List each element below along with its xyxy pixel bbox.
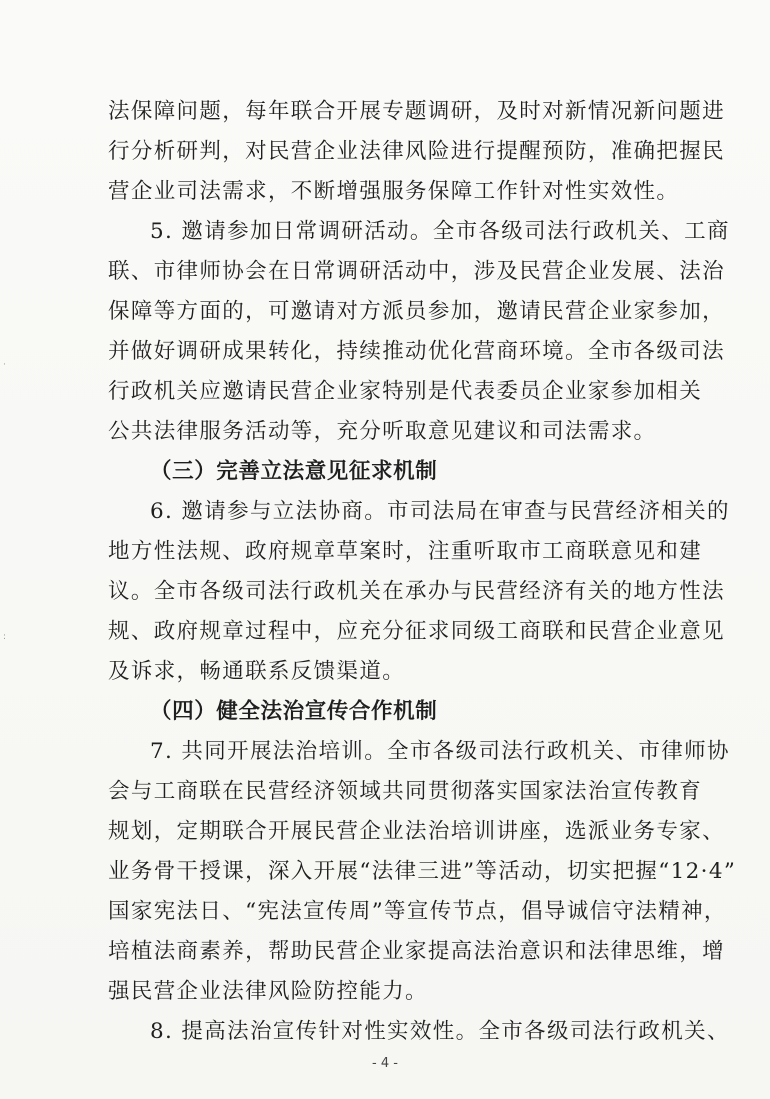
paragraph-start-line: 7. 共同开展法治培训。全市各级司法行政机关、市律师协 [150, 739, 730, 764]
scan-margin-mark: : [3, 632, 7, 642]
body-line: 公共法律服务活动等，充分听取意见建议和司法需求。 [108, 419, 657, 444]
scan-margin-mark: · [3, 360, 6, 370]
body-line: 强民营企业法律风险防控能力。 [108, 979, 428, 1004]
body-line: 地方性法规、政府规章草案时，注重听取市工商联意见和建 [108, 539, 703, 564]
body-line: 法保障问题，每年联合开展专题调研，及时对新情况新问题进 [108, 99, 725, 124]
body-line: 议。全市各级司法行政机关在承办与民营经济有关的地方性法 [108, 579, 725, 604]
body-line: 国家宪法日、“宪法宣传周”等宣传节点，倡导诚信守法精神， [108, 899, 727, 924]
body-line: 规、政府规章过程中，应充分征求同级工商联和民营企业意见 [108, 619, 725, 644]
body-line: 及诉求，畅通联系反馈渠道。 [108, 659, 406, 684]
page-number: - 4 - [372, 1056, 398, 1071]
paragraph-start-line: 8. 提高法治宣传针对性实效性。全市各级司法行政机关、 [150, 1019, 730, 1044]
section-heading: （三）完善立法意见征求机制 [150, 459, 438, 484]
body-line: 培植法商素养，帮助民营企业家提高法治意识和法律思维，增 [108, 939, 725, 964]
body-line: 联、市律师协会在日常调研活动中，涉及民营企业发展、法治 [108, 259, 725, 284]
body-line: 会与工商联在民营经济领域共同贯彻落实国家法治宣传教育 [108, 779, 703, 804]
paragraph-start-line: 6. 邀请参与立法协商。市司法局在审查与民营经济相关的 [150, 499, 730, 524]
section-heading: （四）健全法治宣传合作机制 [150, 699, 438, 724]
body-line: 营企业司法需求，不断增强服务保障工作针对性实效性。 [108, 179, 680, 204]
body-line: 规划，定期联合开展民营企业法治培训讲座，选派业务专家、 [108, 819, 725, 844]
body-line: 保障等方面的，可邀请对方派员参加，邀请民营企业家参加， [108, 299, 725, 324]
body-line: 行分析研判，对民营企业法律风险进行提醒预防，准确把握民 [108, 139, 725, 164]
body-line: 行政机关应邀请民营企业家特别是代表委员企业家参加相关 [108, 379, 703, 404]
body-line: 并做好调研成果转化，持续推动优化营商环境。全市各级司法 [108, 339, 725, 364]
body-line: 业务骨干授课，深入开展“法律三进”等活动，切实把握“12·4” [108, 859, 737, 884]
paragraph-start-line: 5. 邀请参加日常调研活动。全市各级司法行政机关、工商 [150, 219, 730, 244]
